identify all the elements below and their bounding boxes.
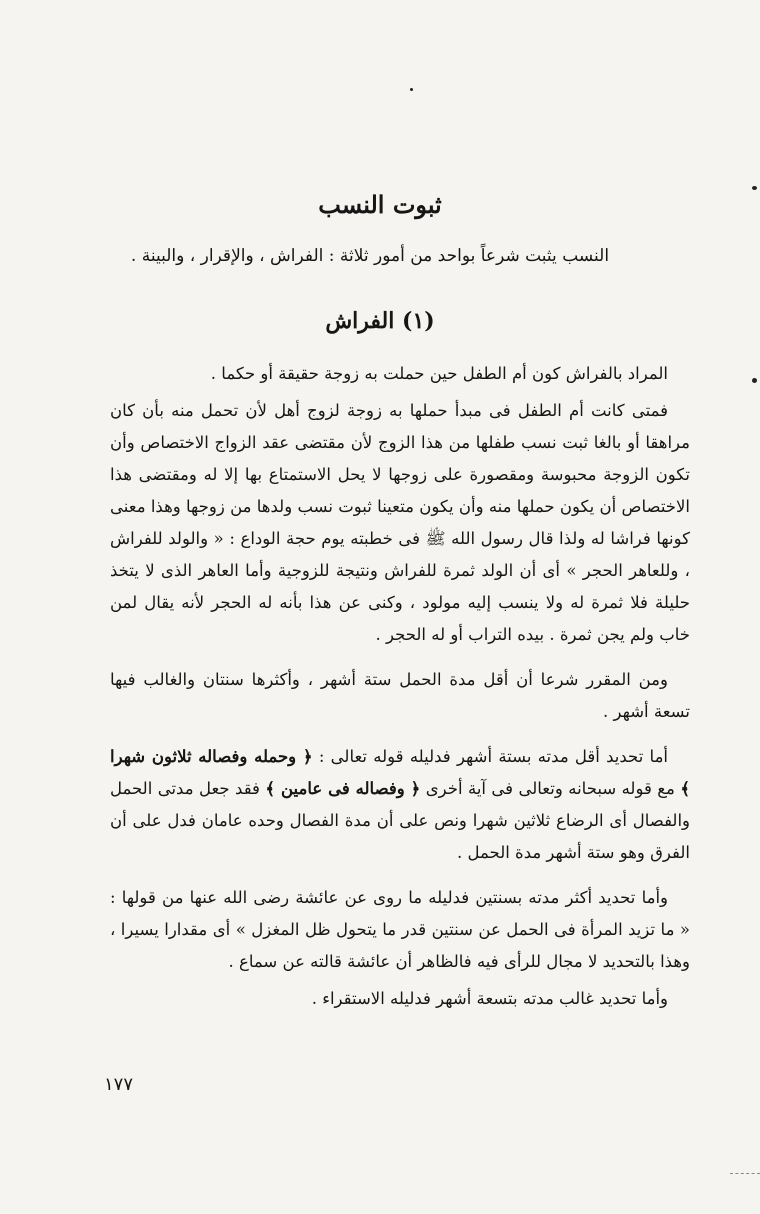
paragraph-firash: فمتى كانت أم الطفل فى مبدأ حملها به زوجة لزوج أهل لأن تحمل منه بأن كان مراهقا أو بالغا ثبت نسب طفلها من هذا الزوج لأن مقتضى عقد الزواج الاختصاص وأن تكون الزوجة محبوسة ومقصورة على زوجها لا يحل الاستمتاع بها إلا له ومقتضى هذا الاختصاص أن يكون حملها منه وأن يكون متعينا ثبوت نسب ولدها من زوجها وهذا معنى كونها فراشا له ولذا قال رسول الله ﷺ فى خطبته يوم حجة الوداع : « والولد للفراش ، وللعاهر الحجر » أى أن الولد ثمرة للفراش ونتيجة للزوجية وأما العاهر الذى لا يتخذ حليلة فلا ثمرة له ولا ينسب إليه مولود ، وكنى عن هذا بأنه له الحجر لأنه يقال لمن خاب ولم يجن ثمرة . بيده التراب أو له الحجر . xyxy=(110,401,690,644)
paragraph-maximum: وأما تحديد أكثر مدته بسنتين فدليله ما روى عن عائشة رضى الله عنها من قولها : « ما تزيد المرأة فى الحمل عن سنتين قدر ما يتحول ظل المغزل » أى مقدارا يسيرا ، وهذا بالتحديد لا مجال للرأى فيه فالظاهر أن عائشة قالته عن سماع . xyxy=(110,888,690,971)
quran-quote: ﴿ وحمله وفصاله ثلاثون شهرا ﴾ xyxy=(110,747,690,798)
text-segment: مع قوله سبحانه وتعالى فى آية أخرى xyxy=(425,779,675,798)
paragraph-minimum xyxy=(110,741,690,869)
text-segment: فقد جعل مدتى الحمل والفصال أى الرضاع ثلاثين شهرا ونص على أن مدة الفصال وحده عامان فدل على أن الفرق وهو ستة أشهر مدة الحمل . xyxy=(110,779,690,862)
intro-line: النسب يثبت شرعاً بواحد من أمور ثلاثة : الفراش ، والإقرار ، والبينة . xyxy=(130,246,610,266)
ink-speck xyxy=(752,378,757,383)
text-segment: أما تحديد أقل مدته بستة أشهر فدليله قوله تعالى : xyxy=(318,747,669,766)
body-text xyxy=(110,358,690,1028)
paragraph-usual: وأما تحديد غالب مدته بتسعة أشهر فدليله الاستقراء . xyxy=(311,989,668,1008)
ink-speck xyxy=(410,88,413,91)
page-title: ثبوت النسب xyxy=(318,190,442,219)
quran-quote: ﴿ وفصاله فى عامين ﴾ xyxy=(265,779,421,798)
scan-edge-divider xyxy=(730,1173,760,1174)
paragraph-definition: المراد بالفراش كون أم الطفل حين حملت به زوجة حقيقة أو حكما . xyxy=(210,364,668,383)
page-number: ١٧٧ xyxy=(104,1074,134,1095)
paragraph-durations: ومن المقرر شرعا أن أقل مدة الحمل ستة أشهر ، وأكثرها سنتان والغالب فيها تسعة أشهر . xyxy=(110,670,690,721)
section-heading: (١) الفراش xyxy=(325,308,435,334)
